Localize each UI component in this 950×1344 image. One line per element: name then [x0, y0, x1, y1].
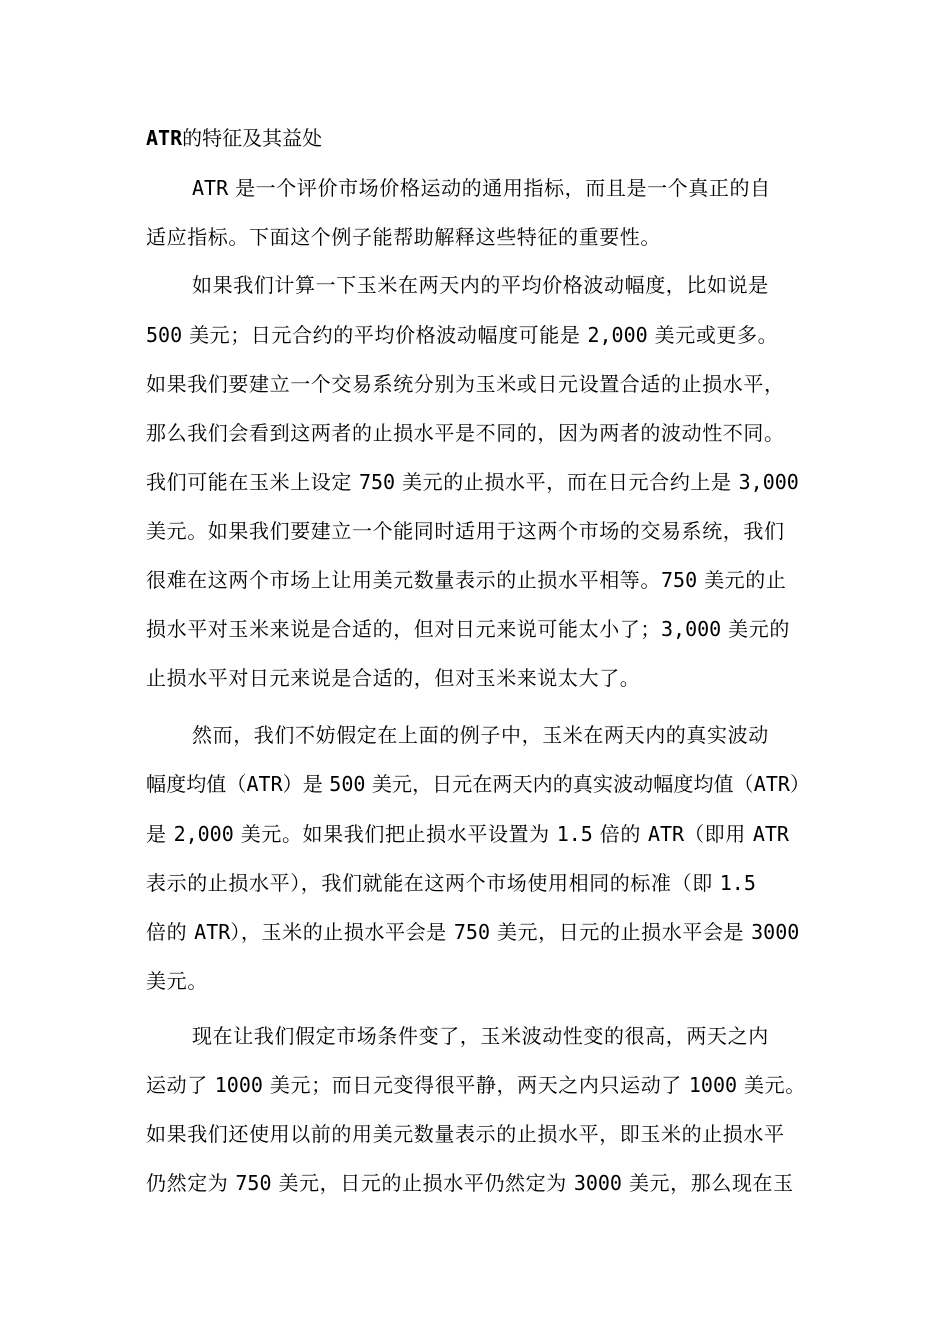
- paragraph-line: 幅度均值（ATR）是 500 美元，日元在两天内的真实波动幅度均值（ATR）: [146, 772, 811, 796]
- paragraph-line: ATR 是一个评价市场价格运动的通用指标，而且是一个真正的自: [192, 176, 771, 200]
- section-title-cjk: 的特征及其益处: [182, 126, 323, 150]
- paragraph-line: 止损水平对日元来说是合适的，但对玉米来说太大了。: [146, 666, 641, 690]
- paragraph-line: 如果我们还使用以前的用美元数量表示的止损水平，即玉米的止损水平: [146, 1122, 785, 1146]
- paragraph-line: 如果我们要建立一个交易系统分别为玉米或日元设置合适的止损水平，: [146, 372, 785, 396]
- paragraph-line: 仍然定为 750 美元，日元的止损水平仍然定为 3000 美元，那么现在玉: [146, 1171, 794, 1195]
- paragraph-line: 是 2,000 美元。如果我们把止损水平设置为 1.5 倍的 ATR（即用 ATR: [146, 822, 789, 846]
- section-title-latin: ATR: [146, 126, 183, 150]
- paragraph-line: 表示的止损水平），我们就能在这两个市场使用相同的标准（即 1.5: [146, 871, 756, 895]
- paragraph-line: 我们可能在玉米上设定 750 美元的止损水平，而在日元合约上是 3,000: [146, 470, 799, 494]
- paragraph-line: 然而，我们不妨假定在上面的例子中，玉米在两天内的真实波动: [192, 723, 769, 747]
- paragraph-line: 现在让我们假定市场条件变了，玉米波动性变的很高，两天之内: [192, 1024, 769, 1048]
- paragraph-line: 运动了 1000 美元；而日元变得很平静，两天之内只运动了 1000 美元。: [146, 1073, 806, 1097]
- paragraph-line: 倍的 ATR），玉米的止损水平会是 750 美元，日元的止损水平会是 3000: [146, 920, 800, 944]
- paragraph-line: 如果我们计算一下玉米在两天内的平均价格波动幅度，比如说是: [192, 273, 769, 297]
- paragraph-line: 美元。: [146, 969, 208, 993]
- paragraph-line: 美元。如果我们要建立一个能同时适用于这两个市场的交易系统，我们: [146, 519, 785, 543]
- section-title: [146, 122, 322, 154]
- paragraph-line: 那么我们会看到这两者的止损水平是不同的，因为两者的波动性不同。: [146, 421, 785, 445]
- paragraph-line: 适应指标。下面这个例子能帮助解释这些特征的重要性。: [146, 225, 661, 249]
- paragraph-line: 很难在这两个市场上让用美元数量表示的止损水平相等。750 美元的止: [146, 568, 787, 592]
- paragraph-line: 损水平对玉米来说是合适的，但对日元来说可能太小了；3,000 美元的: [146, 617, 790, 641]
- paragraph-line: 500 美元；日元合约的平均价格波动幅度可能是 2,000 美元或更多。: [146, 323, 779, 347]
